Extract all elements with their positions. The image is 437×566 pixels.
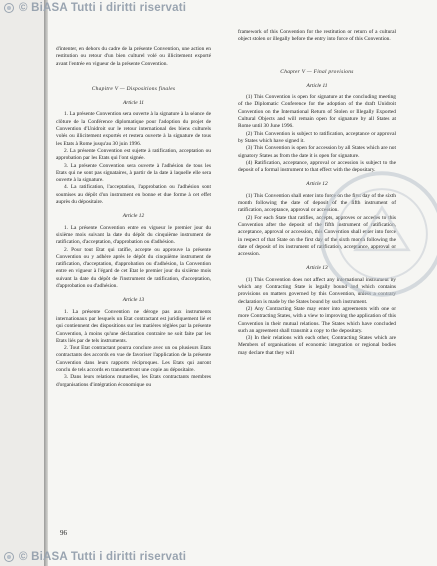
biasa-logo-icon <box>4 552 14 562</box>
right-article-11-para-4: (4) Ratification, acceptance, approval or accession is subject to the deposit of a formal instrument to that effect with the depositary. <box>238 159 396 174</box>
left-article-11-para-3: 3. La présente Convention sera ouverte à l'adhésion de tous les Etats qui ne sont pas signataires, à partir de la date à laquelle elle sera ouverte à la signature. <box>56 162 211 184</box>
left-article-11-para-1: 1. La présente Convention sera ouverte à la signature à la séance de clôture de la Conférence diplomatique pour l'adoption du projet de Convention d'Unidroit sur le retour international des biens culturels volés ou illicitement exportés et restera ouverte à la signature de tous les Etats à Rome jusqu'au 30 juin 1996. <box>56 111 211 147</box>
left-article-12-para-2: 2. Pour tout Etat qui ratifie, accepte ou approuve la présente Convention ou y adhère après le dépôt du cinquième instrument de ratification, d'acceptation, d'approbation ou d'adhésion, la Convention entre en vigueur à l'égard de cet Etat le premier jour du sixième mois suivant la date du dépôt de l'instrument de ratification, d'acceptation, d'approbation ou d'adhésion. <box>56 246 211 290</box>
library-stamp-watermark <box>316 168 437 300</box>
right-article-12-para-1: (1) This Convention shall enter into force on the first day of the sixth month following the date of deposit of the fifth instrument of ratification, acceptance, approval or accession. <box>238 192 396 214</box>
right-article-11-para-2: (2) This Convention is subject to ratification, acceptance or approval by States which have signed it. <box>238 130 396 144</box>
left-article-12-title: Article 12 <box>122 213 145 220</box>
left-article-13-para-3: 3. Dans leurs relations mutuelles, les Etats contractants membres d'organisations d'intégration économique ou <box>56 374 211 388</box>
biasa-logo-icon <box>4 3 14 13</box>
page-number: 96 <box>60 529 67 537</box>
right-article-13-para-2: (2) Any Contracting State may enter into agreements with one or more Contracting States, with a view to improving the application of this Convention in their mutual relations. The States which have concluded such an agreement shall transmit a copy to the depositary. <box>238 305 396 334</box>
left-top-paragraph: d'intenter, en dehors du cadre de la présente Convention, une action en restitution ou retour d'un bien culturel volé ou illicitement exporté avant l'entrée en vigueur de la présente Convention. <box>56 46 211 67</box>
left-article-12-para-1: 1. La présente Convention entre en vigueur le premier jour du sixième mois suivant la date du dépôt du cinquième instrument de ratification, d'acceptation, d'approbation ou d'adhésion. <box>56 224 211 246</box>
right-article-11-para-1: (1) This Convention is open for signature at the concluding meeting of the Diplomatic Conference for the adoption of the draft Unidroit Convention on the International Return of Stolen or Illegally Exported Cultural Objects and will remain open for signature by all States at Rome until 30 June 1996. <box>238 94 396 130</box>
right-article-11-para-3: (3) This Convention is open for accession by all States which are not signatory States as from the date it is open for signature. <box>238 145 396 159</box>
right-top-paragraph: framework of this Convention for the restitution or return of a cultural object stolen or illegally before the entry into force of this Convention. <box>238 29 396 43</box>
right-article-12-title: Article 12 <box>306 181 328 188</box>
watermark-top-text: © BiASA Tutti i diritti riservati <box>19 1 187 14</box>
left-article-13-para-1: 1. La présente Convention ne déroge pas aux instruments internationaux par lesquels un Etat contractant est juridiquement lié et qui contiennent des dispositions sur les matières réglées par la présente Convention, à moins qu'une déclaration contraire ne soit faite par les Etats liés par de tels instruments. <box>56 308 211 344</box>
right-chapter-heading: Chapter V — Final provisions <box>280 68 354 75</box>
right-article-12-para-2: (2) For each State that ratifies, accepts, approves or accedes to this Convention after the deposit of the fifth instrument of ratification, acceptance, approval or accession, this Convention shall enter into force in respect of that State on the first day of the sixth month following the date of deposit of its instrument of ratification, acceptance, approval or accession. <box>238 214 396 258</box>
left-chapter-heading: Chapitre V — Dispositions finales <box>91 85 176 92</box>
french-column <box>56 46 211 389</box>
right-article-13-para-1: (1) This Convention does not affect any international instrument by which any Contracting State is legally bound and which contains provisions on matters governed by this Convention, unless a contrary declaration is made by the States bound by such instrument. <box>238 276 396 305</box>
right-article-11-title: Article 11 <box>306 82 328 89</box>
right-article-13-title: Article 13 <box>306 265 328 272</box>
left-article-11-para-4: 4. La ratification, l'acceptation, l'approbation ou l'adhésion sont soumises au dépôt d'un instrument en bonne et due forme à cet effet auprès du dépositaire. <box>56 184 211 206</box>
left-article-13-para-2: 2. Tout Etat contractant pourra conclure avec un ou plusieurs Etats contractants des accords en vue de favoriser l'application de la présente Convention dans leurs rapports réciproques. Les Etats qui auront conclu de tels accords en transmettront une copie au dépositaire. <box>56 345 211 373</box>
left-article-11-para-2: 2. La présente Convention est sujette à ratification, acceptation ou approbation par les Etats qui l'ont signée. <box>56 147 211 162</box>
watermark-bottom-text: © BiASA Tutti i diritti riservati <box>19 550 187 563</box>
left-article-13-title: Article 13 <box>122 297 145 304</box>
left-article-11-title: Article 11 <box>122 100 144 107</box>
right-article-13-para-3: (3) In their relations with each other, Contracting States which are Members of organisations of economic integration or regional bodies may declare that they will <box>238 335 396 356</box>
